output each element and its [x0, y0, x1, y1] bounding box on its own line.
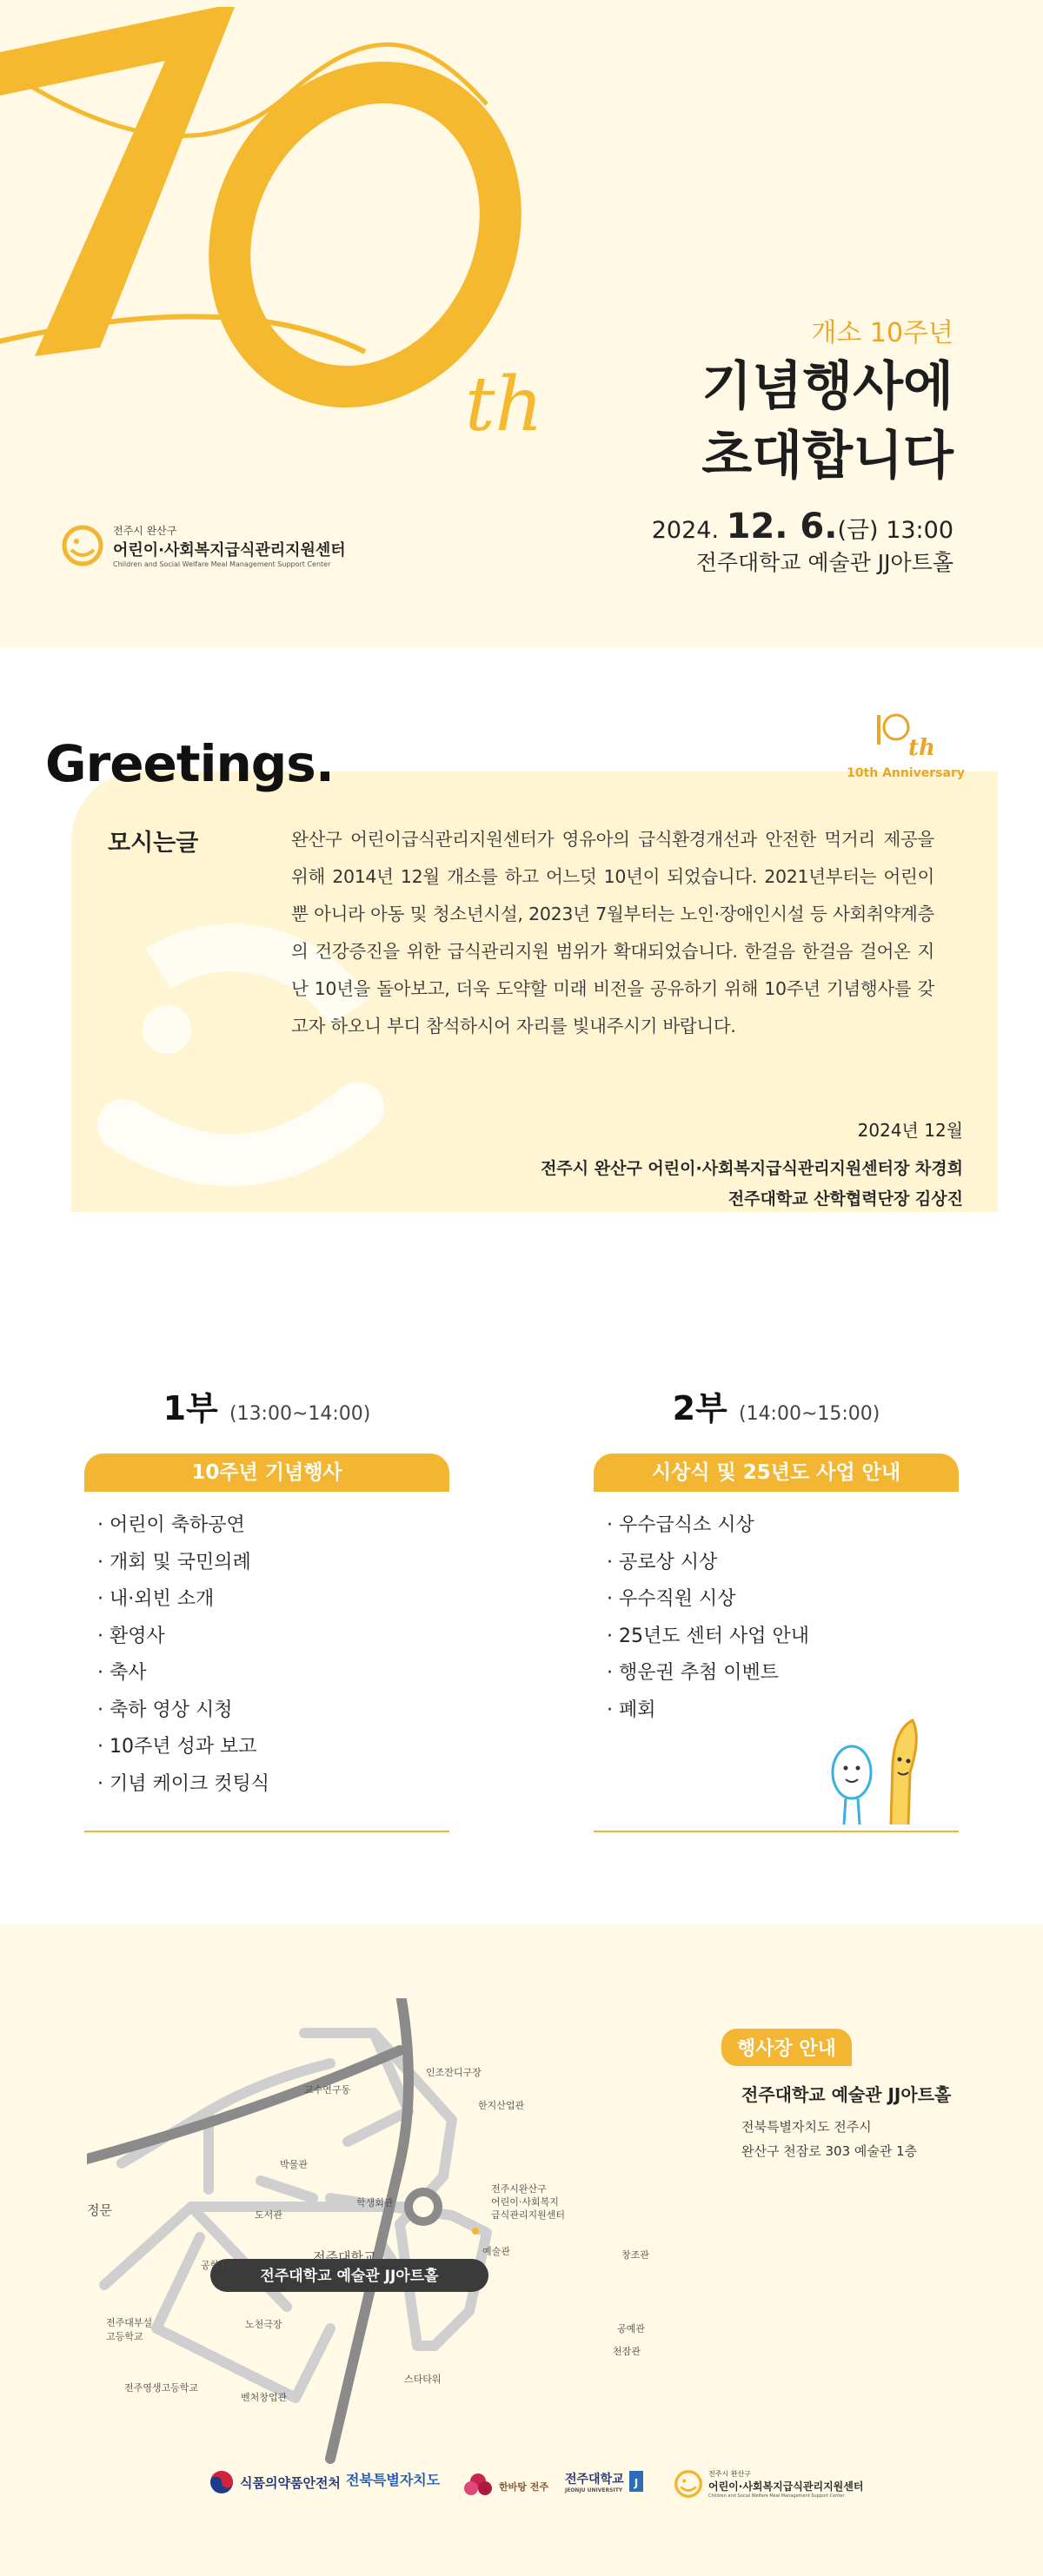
- map-label-museum: 박물관: [280, 2159, 308, 2170]
- map-label-youngsaeng: 전주영생고등학교: [124, 2382, 199, 2394]
- signature-1: 전주시 완산구 어린이·사회복지급식관리지원센터장 차경희: [541, 1159, 963, 1178]
- part2-heading: [594, 1381, 959, 1429]
- part1-time: (13:00~14:00): [229, 1403, 371, 1425]
- map-label-arts: 예술관: [482, 2246, 510, 2257]
- hero-title-line1: 기념행사에: [701, 356, 953, 417]
- map-label-center2: 어린이·사회복지: [491, 2196, 559, 2208]
- signature-2: 전주대학교 산학협력단장 김상진: [727, 1189, 963, 1209]
- part1-list: [84, 1507, 449, 1803]
- list-item: · 어린이 축하공연: [97, 1514, 245, 1536]
- greetings-label: 모시는글: [108, 830, 199, 857]
- anniversary-badge: [847, 706, 965, 780]
- venue-address-line1: 전북특별자치도 전주시: [741, 2119, 872, 2135]
- list-item: · 10주년 성과 보고: [97, 1736, 257, 1758]
- part1-divider: [84, 1831, 449, 1832]
- org-name: 어린이·사회복지급식관리지원센터: [113, 541, 346, 560]
- date-day: 12. 6.: [726, 507, 838, 546]
- mascot-characters-icon: [813, 1712, 952, 1833]
- mfds-logo: [209, 2469, 341, 2495]
- list-item: · 축사: [97, 1662, 147, 1684]
- map-label-outdoor: 노천극장: [245, 2319, 282, 2330]
- list-item: · 공로상 시상: [607, 1551, 718, 1573]
- part1-title: 1부: [163, 1389, 218, 1427]
- taegeuk-icon: [209, 2469, 235, 2495]
- date-time: 13:00: [886, 517, 953, 544]
- greetings-date: 2024년 12월: [857, 1120, 963, 1141]
- campus-map: [87, 1998, 661, 2472]
- list-item: · 우수직원 시상: [607, 1588, 736, 1610]
- jju-emblem-icon: [628, 2469, 645, 2493]
- flower-icon: [461, 2469, 495, 2504]
- part2-title: 2부: [672, 1389, 727, 1427]
- hero-title-line2: 초대합니다: [701, 426, 953, 487]
- footer-org-english: Children and Social Welfare Meal Management Support Center: [708, 2493, 845, 2499]
- date-weekday: (금): [837, 517, 879, 544]
- org-small-text: 전주시 완산구: [113, 525, 177, 537]
- footer-org-logo: [674, 2469, 863, 2499]
- mfds-text: 식품의약품안전처: [240, 2474, 341, 2491]
- greetings-body: 완산구 어린이급식관리지원센터가 영유아의 급식환경개선과 안전한 먹거리 제공을 위해 2014년 12월 개소를 하고 어느덧 10년이 되었습니다. 2021년부터는 어린이뿐 아니라 아동 및 청소년시설, 2023년 7월부터는 노인·장애인시설 등 사회취약계층의 건강증진을 위한 급식관리지원 범위가 확대되었습니다. 한걸음 한걸음 걸어온 지난 10년을 돌아보고, 더욱 도약할 미래 비전을 공유하기 위해 10주년 기념행사를 갖고자 하오니 부디 참석하시어 자리를 빛내주시기 바랍니다.: [291, 829, 934, 1036]
- footer-org-name: 어린이·사회복지급식관리지원센터: [708, 2480, 864, 2493]
- anniversary-10th-icon: [867, 706, 945, 763]
- map-label-student: 학생회관: [356, 2197, 394, 2208]
- part2-block: [594, 1381, 959, 1729]
- th-text: th: [465, 361, 543, 448]
- list-item: · 25년도 센터 사업 안내: [607, 1625, 809, 1647]
- org-english: Children and Social Welfare Meal Management Support Center: [113, 560, 331, 568]
- jeonju-city-text: 한바탕 전주: [499, 2481, 548, 2493]
- map-label-professors: 교수연구동: [304, 2084, 351, 2096]
- map-label-library: 도서관: [255, 2209, 282, 2221]
- greetings-section: [0, 647, 1043, 1277]
- map-label-eng1: 공학1관: [201, 2260, 235, 2271]
- jeonju-city-logo: [461, 2469, 548, 2504]
- list-item: · 내·외빈 소개: [97, 1588, 215, 1610]
- venue-name: 전주대학교 예술관 JJ아트홀: [741, 2084, 952, 2105]
- footer-org-small: 전주시 완산구: [708, 2470, 751, 2478]
- map-label-gongye: 공예관: [617, 2323, 645, 2334]
- map-label-center3: 급식관리지원센터: [491, 2209, 566, 2221]
- jju-text: 전주대학교: [565, 2472, 624, 2487]
- svg-text:th: th: [908, 735, 935, 761]
- svg-text:J: J: [634, 2477, 638, 2489]
- hero-section: [0, 0, 1043, 647]
- anniversary-label: 10th Anniversary: [847, 766, 965, 780]
- jeonbuk-logo: 전북특별자치도: [346, 2472, 441, 2488]
- map-label-changjo: 창조관: [621, 2249, 649, 2261]
- jju-eng-text: JEONJU UNIVERSITY: [565, 2487, 623, 2493]
- map-label-school2: 고등학교: [106, 2331, 143, 2342]
- venue-callout: 전주대학교 예술관 JJ아트홀: [260, 2268, 439, 2285]
- map-label-plaza: 인조잔디구장: [426, 2067, 482, 2078]
- date-year: 2024.: [651, 517, 720, 544]
- list-item: · 환영사: [97, 1625, 165, 1647]
- list-item: · 폐회: [607, 1699, 656, 1721]
- greetings-heading: Greetings.: [45, 734, 334, 793]
- venue-info-pill: 행사장 안내: [721, 2029, 852, 2066]
- map-label-school1: 전주대부설: [106, 2317, 153, 2328]
- smile-logo-icon: [61, 524, 104, 567]
- map-label-gate: 정문: [87, 2202, 112, 2218]
- list-item: · 우수급식소 시상: [607, 1514, 754, 1536]
- jju-logo: [565, 2469, 645, 2493]
- event-venue: 전주대학교 예술관 JJ아트홀: [695, 550, 953, 575]
- smile-logo-icon: [674, 2469, 703, 2499]
- part1-banner: 10주년 기념행사: [84, 1454, 449, 1492]
- hero-title: [502, 352, 953, 491]
- venue-address-line2: 완산구 천잠로 303 예술관 1층: [741, 2143, 918, 2159]
- map-label-center1: 전주시완산구: [491, 2183, 547, 2195]
- map-label-startower: 스타타워: [404, 2374, 442, 2385]
- list-item: · 축하 영상 시청: [97, 1699, 233, 1721]
- hero-subtitle: 개소 10주년: [811, 318, 953, 348]
- part2-list: [594, 1507, 959, 1729]
- part1-block: [84, 1381, 449, 1803]
- map-label-venture: 벤처창업관: [241, 2392, 288, 2403]
- list-item: · 기념 케이크 컷팅식: [97, 1772, 269, 1795]
- map-label-hanji: 한지산업관: [478, 2100, 525, 2111]
- part2-time: (14:00~15:00): [738, 1403, 880, 1425]
- part2-banner: 시상식 및 25년도 사업 안내: [594, 1454, 959, 1492]
- part1-heading: [84, 1381, 449, 1429]
- map-label-univ: 전주대학교: [313, 2249, 376, 2265]
- program-section: [0, 1277, 1043, 1924]
- list-item: · 개회 및 국민의례: [97, 1551, 251, 1573]
- event-date: [652, 507, 953, 546]
- list-item: · 행운권 추첨 이벤트: [607, 1662, 779, 1684]
- map-label-cheonjam: 천잠관: [613, 2346, 641, 2357]
- org-logo: [61, 523, 346, 568]
